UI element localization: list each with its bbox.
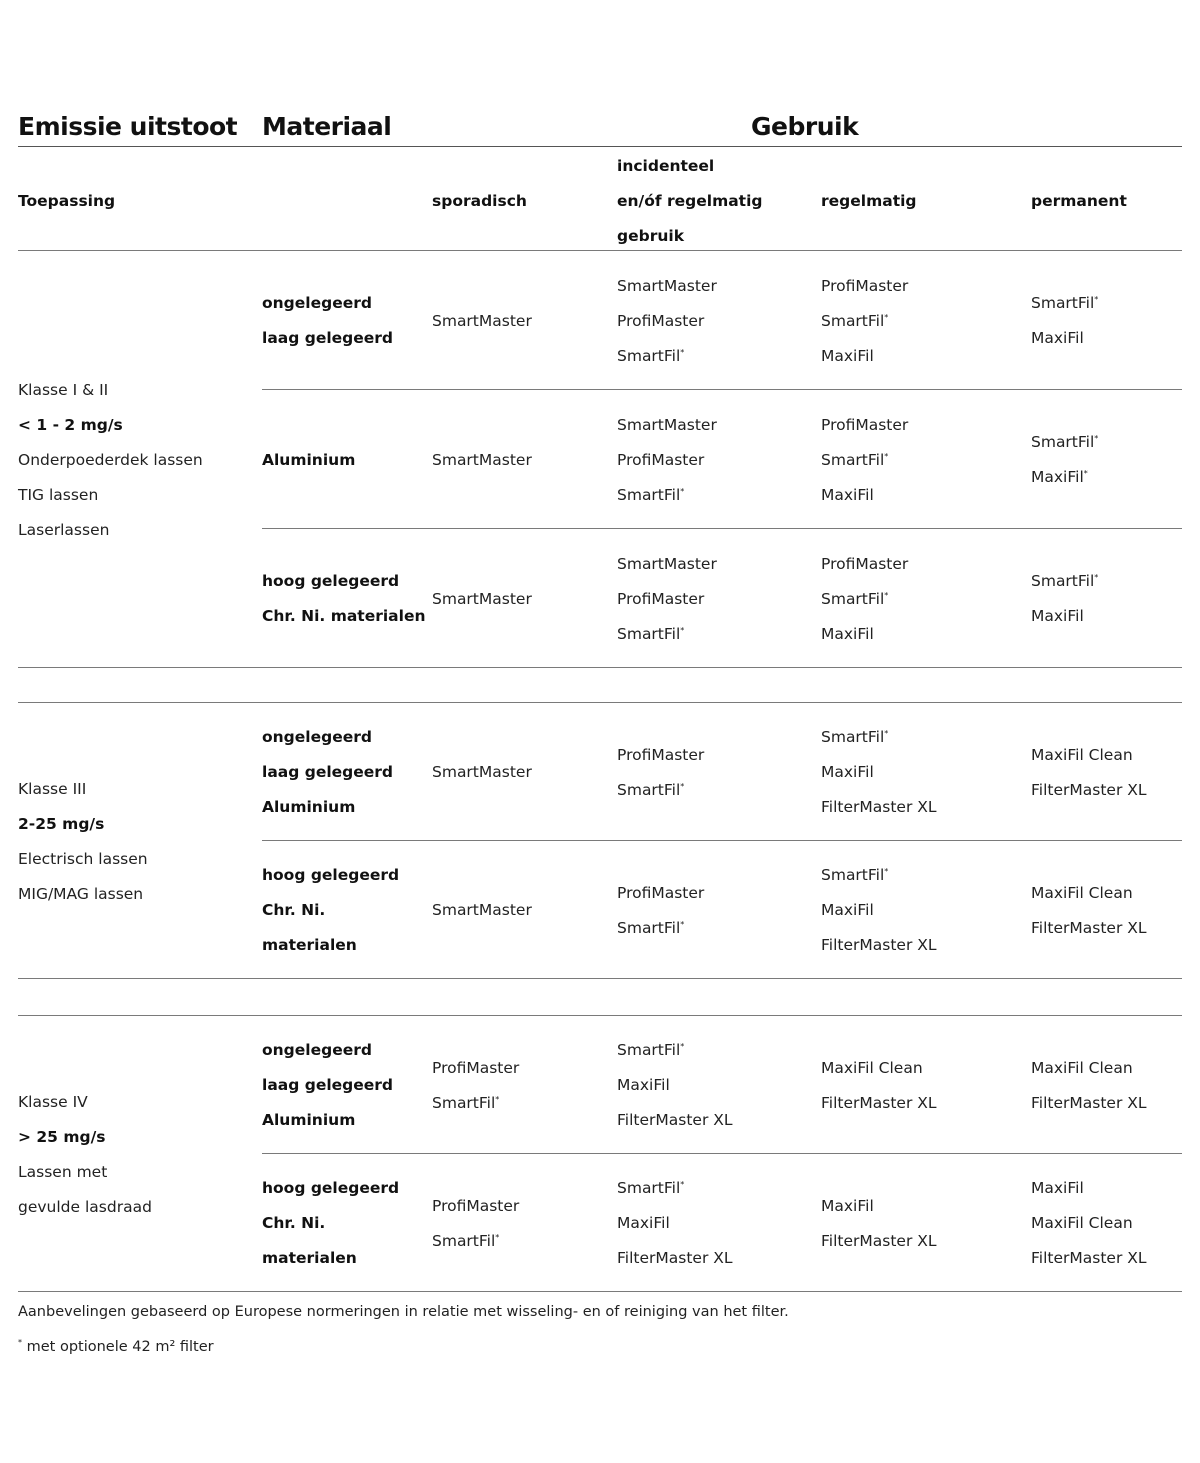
product-permanent: MaxiFil Clean	[1031, 883, 1133, 902]
asterisk-marker: *	[495, 1094, 500, 1104]
row-divider	[262, 840, 1182, 841]
product-incidenteel: ProfiMaster	[617, 450, 705, 469]
asterisk-marker: *	[1094, 294, 1099, 304]
material-line: laag gelegeerd	[262, 329, 394, 347]
material-line: ongelegeerd	[262, 728, 372, 746]
product-incidenteel: SmartMaster	[617, 276, 717, 295]
asterisk-marker: *	[1083, 468, 1088, 478]
product-regelmatig: ProfiMaster	[821, 276, 909, 295]
asterisk-marker: *	[884, 590, 889, 600]
col-incidenteel-2: en/óf regelmatig	[617, 192, 763, 210]
product-permanent: FilterMaster XL	[1031, 780, 1147, 799]
header-rule	[18, 146, 1182, 147]
material-line: hoog gelegeerd	[262, 572, 400, 590]
product-permanent: MaxiFil Clean	[1031, 1058, 1133, 1077]
block-end-rule	[18, 978, 1182, 979]
product-regelmatig: MaxiFil	[821, 485, 874, 504]
class-label: Klasse I & II	[18, 380, 109, 399]
col-permanent: permanent	[1031, 192, 1127, 210]
material-line: hoog gelegeerd	[262, 866, 400, 884]
asterisk-marker: *	[680, 919, 685, 929]
product-incidenteel: SmartMaster	[617, 415, 717, 434]
header-emissie: Emissie uitstoot	[18, 112, 238, 141]
product-incidenteel: SmartFil*	[617, 1041, 685, 1059]
product-regelmatig: MaxiFil	[821, 346, 874, 365]
product-regelmatig: FilterMaster XL	[821, 936, 937, 954]
product-sporadisch: ProfiMaster	[432, 1196, 520, 1215]
material-line: Aluminium	[262, 450, 356, 469]
footer-rule	[18, 1291, 1182, 1292]
class-label: Laserlassen	[18, 520, 110, 539]
asterisk-marker: *	[680, 1041, 685, 1051]
row-divider	[262, 528, 1182, 529]
product-permanent: MaxiFil	[1031, 329, 1084, 347]
product-regelmatig: MaxiFil Clean	[821, 1058, 923, 1077]
product-incidenteel: ProfiMaster	[617, 745, 705, 764]
block-end-rule	[18, 667, 1182, 668]
class-label: gevulde lasdraad	[18, 1197, 152, 1216]
column-header-rule	[18, 250, 1182, 251]
product-incidenteel: FilterMaster XL	[617, 1249, 733, 1267]
product-incidenteel: SmartMaster	[617, 554, 717, 573]
asterisk-marker: *	[884, 451, 889, 461]
class-label: 2-25 mg/s	[18, 814, 105, 833]
product-regelmatig: MaxiFil	[821, 624, 874, 643]
product-incidenteel: ProfiMaster	[617, 883, 705, 902]
header-gebruik: Gebruik	[751, 112, 859, 141]
product-incidenteel: ProfiMaster	[617, 311, 705, 330]
material-line: laag gelegeerd	[262, 1076, 394, 1094]
col-incidenteel-3: gebruik	[617, 227, 685, 245]
product-incidenteel: SmartFil*	[617, 624, 685, 643]
material-line: Chr. Ni.	[262, 901, 326, 919]
product-incidenteel: SmartFil*	[617, 918, 685, 937]
product-incidenteel: MaxiFil	[617, 1076, 670, 1094]
asterisk-marker: *	[1094, 433, 1099, 443]
product-sporadisch: SmartMaster	[432, 901, 532, 919]
class-label: < 1 - 2 mg/s	[18, 415, 123, 434]
product-permanent: FilterMaster XL	[1031, 1249, 1147, 1267]
asterisk-marker: *	[884, 866, 889, 876]
product-regelmatig: ProfiMaster	[821, 415, 909, 434]
product-regelmatig: SmartFil*	[821, 311, 889, 330]
product-permanent: SmartFil*	[1031, 294, 1099, 312]
product-incidenteel: ProfiMaster	[617, 589, 705, 608]
product-sporadisch: SmartMaster	[432, 763, 532, 781]
asterisk-marker: *	[680, 1179, 685, 1189]
col-sporadisch: sporadisch	[432, 192, 527, 210]
asterisk-marker: *	[680, 347, 685, 357]
material-line: ongelegeerd	[262, 1041, 372, 1059]
product-regelmatig: SmartFil*	[821, 589, 889, 608]
product-incidenteel: SmartFil*	[617, 346, 685, 365]
product-regelmatig: SmartFil*	[821, 450, 889, 469]
product-incidenteel: SmartFil*	[617, 485, 685, 504]
row-divider	[262, 1153, 1182, 1154]
product-regelmatig: FilterMaster XL	[821, 798, 937, 816]
product-sporadisch: SmartMaster	[432, 450, 532, 469]
product-permanent: MaxiFil	[1031, 1179, 1084, 1197]
product-regelmatig: FilterMaster XL	[821, 1093, 937, 1112]
class-label: Klasse IV	[18, 1092, 88, 1111]
asterisk-marker: *	[680, 486, 685, 496]
class-label: Electrisch lassen	[18, 849, 148, 868]
product-regelmatig: SmartFil*	[821, 728, 889, 746]
footnote-optional-text: met optionele 42 m² filter	[22, 1339, 214, 1355]
product-incidenteel: SmartFil*	[617, 1179, 685, 1197]
class-label: Onderpoederdek lassen	[18, 450, 203, 469]
material-line: ongelegeerd	[262, 294, 372, 312]
col-regelmatig: regelmatig	[821, 192, 917, 210]
block-start-rule	[18, 1015, 1182, 1016]
class-label: MIG/MAG lassen	[18, 884, 144, 903]
product-permanent: MaxiFil Clean	[1031, 745, 1133, 764]
material-line: materialen	[262, 936, 357, 954]
product-permanent: FilterMaster XL	[1031, 1093, 1147, 1112]
material-line: Aluminium	[262, 1111, 356, 1129]
col-toepassing: Toepassing	[18, 192, 116, 210]
asterisk-marker: *	[884, 728, 889, 738]
asterisk-marker: *	[1094, 572, 1099, 582]
material-line: hoog gelegeerd	[262, 1179, 400, 1197]
product-permanent: MaxiFil*	[1031, 468, 1088, 486]
asterisk-marker: *	[680, 781, 685, 791]
product-sporadisch: SmartFil*	[432, 1093, 500, 1112]
product-sporadisch: SmartFil*	[432, 1231, 500, 1250]
asterisk-marker: *	[884, 312, 889, 322]
col-incidenteel-1: incidenteel	[617, 157, 715, 175]
product-regelmatig: SmartFil*	[821, 866, 889, 884]
material-line: Aluminium	[262, 798, 356, 816]
product-regelmatig: MaxiFil	[821, 901, 874, 919]
asterisk-marker: *	[495, 1232, 500, 1242]
asterisk-marker: *	[680, 625, 685, 635]
material-line: laag gelegeerd	[262, 763, 394, 781]
class-label: Lassen met	[18, 1162, 108, 1181]
class-label: > 25 mg/s	[18, 1127, 106, 1146]
class-label: Klasse III	[18, 779, 87, 798]
footnote-optional-filter	[18, 1339, 214, 1355]
product-sporadisch: SmartMaster	[432, 311, 532, 330]
product-permanent: MaxiFil	[1031, 607, 1084, 625]
product-permanent: MaxiFil Clean	[1031, 1214, 1133, 1232]
product-incidenteel: MaxiFil	[617, 1214, 670, 1232]
product-incidenteel: SmartFil*	[617, 780, 685, 799]
material-line: materialen	[262, 1249, 357, 1267]
block-start-rule	[18, 702, 1182, 703]
class-label: TIG lassen	[18, 485, 99, 504]
footnote-star: *	[18, 1338, 22, 1348]
row-divider	[262, 389, 1182, 390]
footnote-recommendation: Aanbevelingen gebaseerd op Europese normeringen in relatie met wisseling- en of reiniging van het filter.	[18, 1304, 789, 1320]
product-regelmatig: MaxiFil	[821, 763, 874, 781]
header-materiaal: Materiaal	[262, 112, 392, 141]
product-regelmatig: ProfiMaster	[821, 554, 909, 573]
material-line: Chr. Ni. materialen	[262, 607, 426, 625]
material-line: Chr. Ni.	[262, 1214, 326, 1232]
product-regelmatig: MaxiFil	[821, 1196, 874, 1215]
product-permanent: FilterMaster XL	[1031, 918, 1147, 937]
product-sporadisch: ProfiMaster	[432, 1058, 520, 1077]
product-permanent: SmartFil*	[1031, 433, 1099, 451]
product-permanent: SmartFil*	[1031, 572, 1099, 590]
product-sporadisch: SmartMaster	[432, 589, 532, 608]
product-incidenteel: FilterMaster XL	[617, 1111, 733, 1129]
product-regelmatig: FilterMaster XL	[821, 1231, 937, 1250]
